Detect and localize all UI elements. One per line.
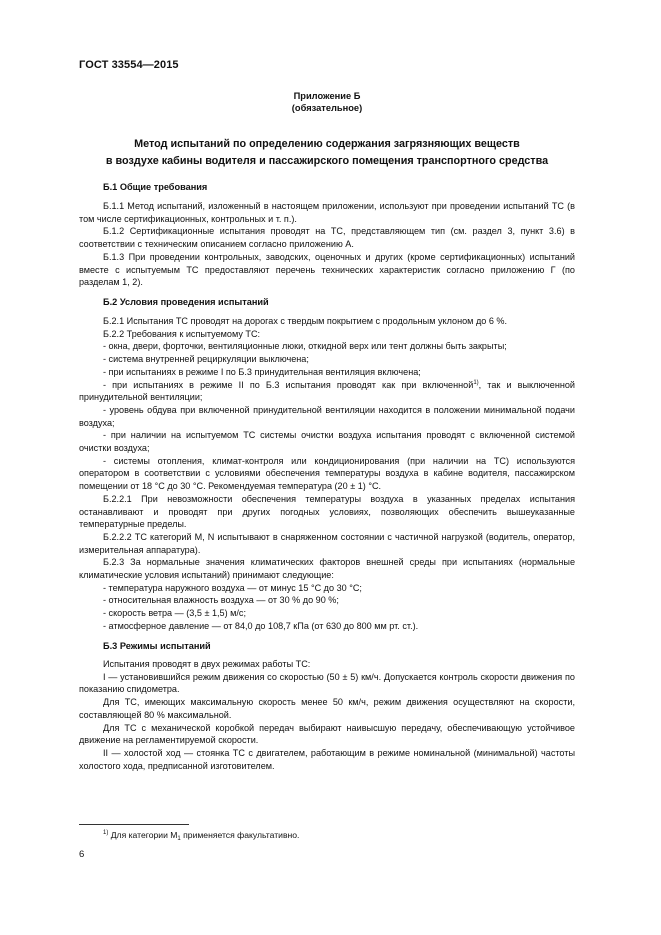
- paragraph-b1-3: Б.1.3 При проведении контрольных, заводских, оценочных и других (кроме сертификационных) испытаний вместе с испытуемым ТС предоставляют перечень технических характеристик согласно приложению Г (по разделам 1, 2).: [79, 251, 575, 288]
- footnote-reference: 1): [473, 379, 479, 386]
- paragraph-b1-2: Б.1.2 Сертификационные испытания проводят на ТС, представляющем тип (см. раздел 3, пункт 3.6) в соответствии с техническим описанием согласно приложению А.: [79, 226, 575, 250]
- method-title-line-2: в воздухе кабины водителя и пассажирского помещения транспортного средства: [105, 155, 549, 167]
- section-b1-heading: Б.1 Общие требования: [103, 182, 208, 192]
- appendix-status: (обязательное): [291, 103, 363, 113]
- list-item: - системы отопления, климат-контроля или кондиционирования (при наличии на ТС) используются оператором в соответствии с условиями обеспечения температуры воздуха в кабине водителя, пассажирском помещении от 18 °С до 30 °С. Рекомендуемая температура (20 ± 1) °С.: [79, 455, 575, 492]
- paragraph-b3-3: Для ТС, имеющих максимальную скорость менее 50 км/ч, режим движения осуществляют на скорости, составляющей 80 % максимальной.: [79, 697, 575, 720]
- footnote-text: применяется факультативно.: [180, 830, 300, 840]
- section-b2-body: [79, 315, 575, 633]
- method-title-line-1: Метод испытаний по определению содержания загрязняющих веществ: [134, 138, 520, 150]
- paragraph-b2-2-1: Б.2.2.1 При невозможности обеспечения температуры воздуха в указанных пределах испытания останавливают и проводят при других погодных условиях, позволяющих обеспечить вышеуказанные температурные пределы.: [79, 493, 575, 530]
- list-item: - уровень обдува при включенной принудительной вентиляции находится в положении минимальной подачи воздуха;: [79, 404, 575, 428]
- paragraph-b1-1: Б.1.1 Метод испытаний, изложенный в настоящем приложении, используют при проведении испытаний ТС (в том числе сертификационных, контрольных и т. п.).: [79, 201, 575, 224]
- list-item-text: - при испытаниях в режиме II по Б.3 испытания проводят как при включенной: [103, 379, 474, 390]
- paragraph-b2-3: Б.2.3 За нормальные значения климатических факторов внешней среды при испытаниях (нормальные климатические условия испытаний) принимают следующие:: [79, 557, 575, 581]
- list-item: [79, 379, 575, 404]
- page-number: 6: [79, 849, 85, 860]
- list-item: - система внутренней рециркуляции выключена;: [103, 354, 309, 365]
- paragraph-b3-5: II — холостой ход — стоянка ТС с двигателем, работающим в режиме номинальной (минимальной) частоты холостого хода, предписанной изготовителем.: [79, 747, 575, 771]
- footnote: [103, 830, 299, 840]
- list-item: - относительная влажность воздуха — от 30 % до 90 %;: [103, 595, 339, 606]
- paragraph-b3-1: Испытания проводят в двух режимах работы ТС:: [103, 659, 311, 669]
- standard-header: ГОСТ 33554—2015: [79, 59, 179, 71]
- list-item: - при испытаниях в режиме I по Б.3 принудительная вентиляция включена;: [103, 366, 421, 377]
- paragraph-b2-2-2: Б.2.2.2 ТС категорий М, N испытывают в снаряженном состоянии с частичной нагрузкой (водитель, оператор, измерительная аппаратура).: [79, 531, 575, 555]
- list-item: - скорость ветра — (3,5 ± 1,5) м/с;: [103, 608, 247, 619]
- section-b2-heading: Б.2 Условия проведения испытаний: [103, 297, 269, 307]
- section-b3-heading: Б.3 Режимы испытаний: [103, 641, 211, 651]
- footnote-text: Для категории М: [108, 830, 178, 840]
- list-item: - при наличии на испытуемом ТС системы очистки воздуха испытания проводят с включенной системой очистки воздуха;: [79, 430, 575, 454]
- paragraph-b3-4: Для ТС с механической коробкой передач выбирают наивысшую передачу, обеспечивающую устойчивое движение на регламентируемой скорости.: [79, 722, 575, 746]
- paragraph-b3-2: I — установившийся режим движения со скоростью (50 ± 5) км/ч. Допускается контроль скорости движения по показанию спидометра.: [79, 671, 575, 695]
- section-b1-body: [79, 200, 575, 289]
- list-item-text: , так и выключенной принудительной вентиляции;: [79, 379, 576, 403]
- paragraph-b2-2: Б.2.2 Требования к испытуемому ТС:: [103, 328, 261, 339]
- footnote-subscript: 1: [177, 836, 181, 842]
- appendix-title: Приложение Б: [293, 91, 361, 101]
- footnote-divider: [79, 824, 189, 825]
- footnote-mark: 1): [103, 830, 109, 836]
- list-item: - атмосферное давление — от 84,0 до 108,7 кПа (от 630 до 800 мм рт. ст.).: [103, 620, 419, 631]
- section-b3-body: [79, 658, 575, 772]
- list-item: - температура наружного воздуха — от минус 15 °С до 30 °С;: [103, 582, 362, 593]
- paragraph-b2-1: Б.2.1 Испытания ТС проводят на дорогах с твердым покрытием с продольным уклоном до 6 %.: [103, 316, 508, 326]
- list-item: - окна, двери, форточки, вентиляционные люки, откидной верх или тент должны быть закрыты;: [103, 341, 507, 352]
